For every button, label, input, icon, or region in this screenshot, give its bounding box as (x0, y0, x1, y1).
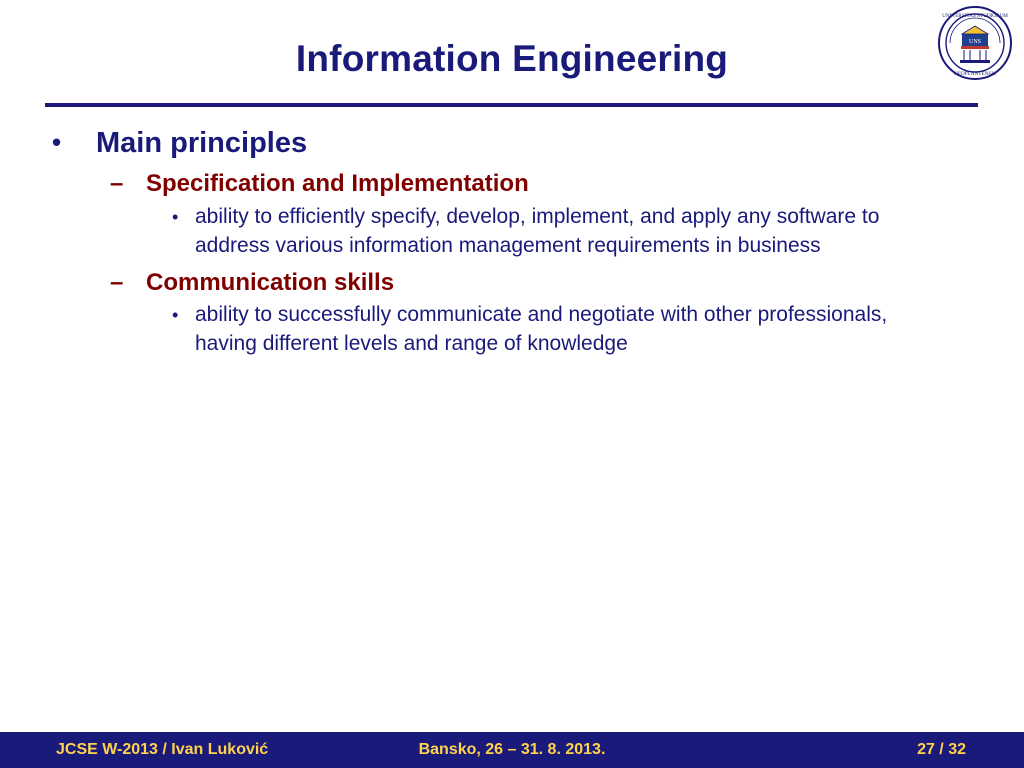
subheading-text: Communication skills (146, 268, 395, 296)
page-title: Information Engineering (295, 38, 729, 79)
subheading-specification (110, 170, 992, 199)
svg-text:UNS: UNS (968, 39, 982, 45)
slide-footer (0, 732, 1024, 768)
detail-specification (172, 203, 992, 261)
bullet-level2-icon: – (110, 170, 124, 198)
slide-body (52, 126, 992, 365)
svg-text:UNIVERSITAS STUDIORUM: UNIVERSITAS STUDIORUM (942, 13, 1008, 19)
detail-text: ability to successfully communicate and negotiate with other professionals, having different levels and range of knowledge (195, 303, 888, 356)
main-heading (52, 126, 992, 160)
detail-text: ability to efficiently specify, develop, implement, and apply any software to address various information management requirements in business (195, 205, 880, 257)
bullet-level3-icon: • (172, 207, 179, 228)
footer-center-text: Bansko, 26 – 31. 8. 2013. (418, 741, 606, 758)
detail-communication (172, 301, 992, 359)
university-seal-icon (936, 4, 1014, 82)
bullet-level2-icon: – (110, 268, 124, 296)
subheading-communication (110, 269, 992, 298)
content-group-1 (52, 170, 992, 260)
footer-page-number: 27 / 32 (917, 741, 966, 758)
bullet-level3-icon: • (172, 305, 179, 326)
svg-text:NEOPLANTENSIS: NEOPLANTENSIS (954, 71, 996, 77)
subheading-text: Specification and Implementation (146, 170, 529, 198)
main-heading-text: Main principles (96, 127, 308, 159)
bullet-level1-icon: • (52, 127, 62, 157)
footer-left-text: JCSE W-2013 / Ivan Luković (56, 741, 269, 758)
title-divider (45, 103, 978, 107)
content-group-2 (52, 269, 992, 359)
